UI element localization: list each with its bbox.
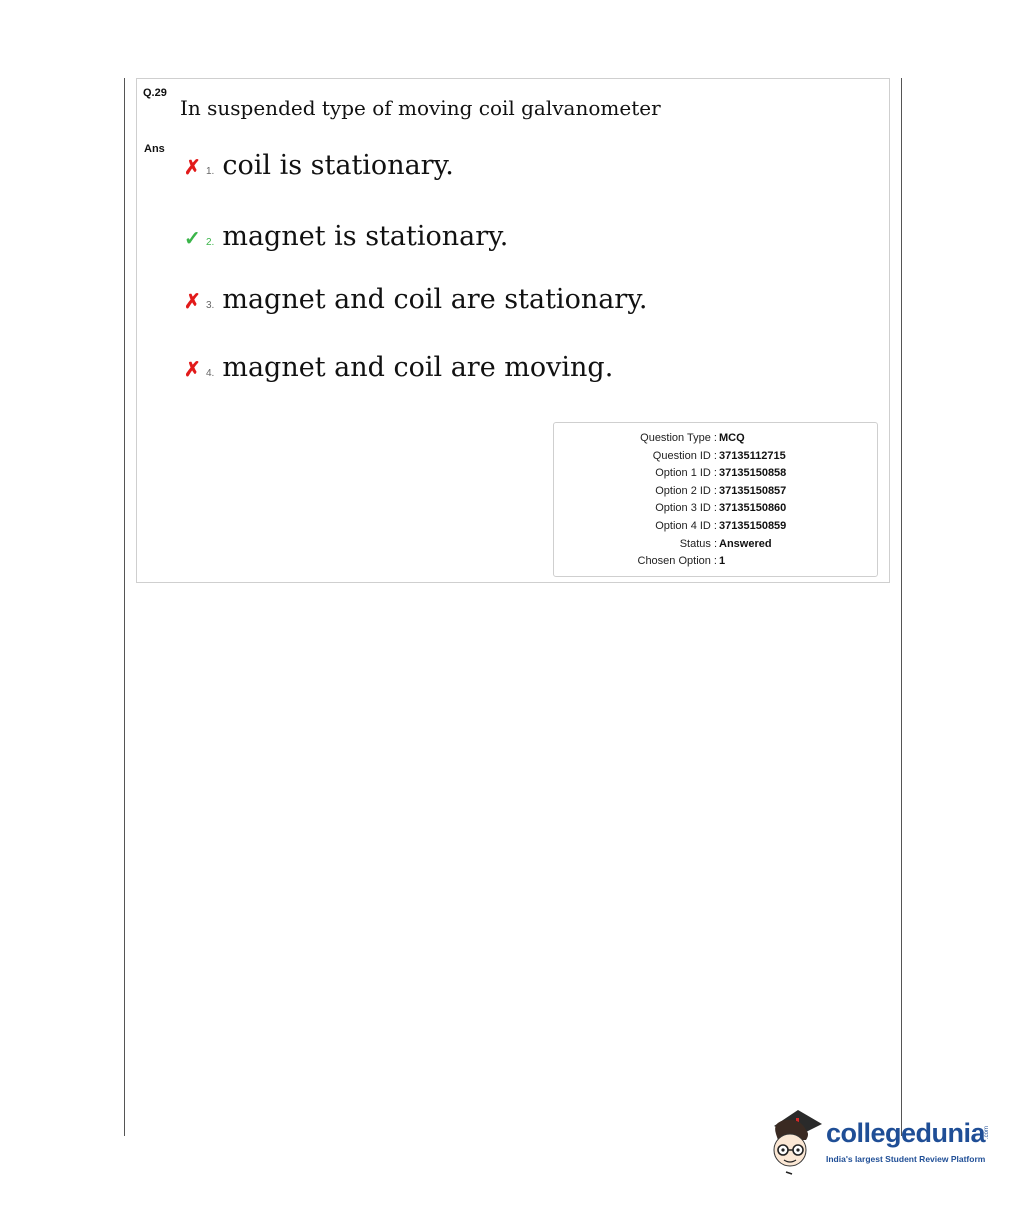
option-3: [184, 284, 647, 315]
brand-dotcom: .com: [984, 1126, 990, 1140]
meta-key: Question Type :: [640, 432, 717, 444]
cross-icon: ✗: [184, 291, 201, 313]
meta-key: Status :: [679, 538, 717, 550]
check-icon: ✓: [184, 228, 201, 250]
option-number: 2.: [206, 237, 215, 248]
meta-value: 1: [719, 555, 726, 567]
option-1: [184, 150, 454, 181]
page-right-border: [901, 78, 902, 1136]
student-mascot-icon: [766, 1104, 826, 1179]
brand-tagline: India's largest Student Review Platform: [826, 1154, 986, 1164]
meta-key: Chosen Option :: [637, 555, 717, 567]
question-text: In suspended type of moving coil galvanometer: [180, 96, 661, 120]
option-number: 4.: [206, 368, 215, 379]
option-4: [184, 352, 613, 383]
meta-value: 37135112715: [719, 450, 786, 462]
option-text: coil is stationary.: [222, 150, 454, 181]
meta-value: 37135150857: [719, 485, 787, 497]
meta-value: 37135150860: [719, 502, 787, 514]
answer-label: Ans: [144, 143, 165, 155]
brand-name: collegedunia: [826, 1118, 986, 1148]
meta-key: Option 1 ID :: [655, 467, 717, 479]
meta-value: Answered: [719, 538, 772, 550]
meta-value: MCQ: [719, 432, 745, 444]
cross-icon: ✗: [184, 359, 201, 381]
option-2: [184, 221, 508, 252]
cross-icon: ✗: [184, 157, 201, 179]
meta-value: 37135150858: [719, 467, 787, 479]
page-left-border: [124, 78, 125, 1136]
meta-key: Option 4 ID :: [655, 520, 717, 532]
option-number: 1.: [206, 166, 215, 177]
meta-key: Question ID :: [652, 450, 717, 462]
option-text: magnet is stationary.: [222, 221, 509, 252]
collegedunia-logo: [766, 1104, 996, 1184]
option-number: 3.: [206, 300, 215, 311]
question-metadata-box: [553, 422, 878, 577]
option-text: magnet and coil are moving.: [222, 352, 614, 383]
meta-value: 37135150859: [719, 520, 787, 532]
question-number: Q.29: [143, 87, 167, 99]
meta-key: Option 2 ID :: [655, 485, 717, 497]
option-text: magnet and coil are stationary.: [222, 284, 648, 315]
meta-key: Option 3 ID :: [655, 502, 717, 514]
